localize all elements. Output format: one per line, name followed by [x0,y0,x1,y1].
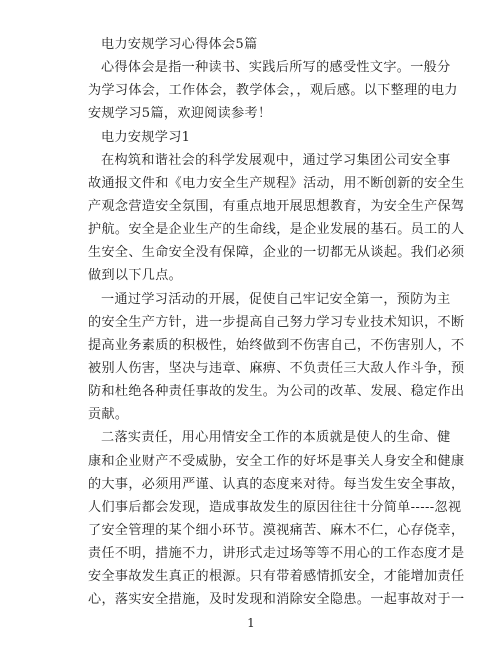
paragraph-3-line: 安全事故发生真正的根源。只有带着感情抓安全，才能增加责任 [88,569,465,585]
paragraph-1-line: 故通报文件和《电力安全生产规程》活动，用不断创新的安全生 [88,175,465,191]
intro-line: 心得体会是指一种读书、实践后所写的感受性文字。一般分 [101,60,451,76]
paragraph-3-line: 康和企业财产不受威胁，安全工作的好坏是事关人身安全和健康 [88,453,465,469]
paragraph-3-line: 责任不明，措施不力，讲形式走过场等等不用心的工作态度才是 [88,546,465,562]
paragraph-3-line: 了安全管理的某个细小环节。漠视痛苦、麻木不仁，心存侥幸， [88,522,465,538]
paragraph-2-line: 被别人伤害，坚决与违章、麻痹、不负责任三大敌人作斗争，预 [88,360,465,376]
paragraph-2-line: 的安全生产方针，进一步提高自己努力学习专业技术知识，不断 [88,314,465,330]
document-title: 电力安规学习心得体会5篇 [101,37,258,52]
section-heading: 电力安规学习1 [101,129,191,145]
paragraph-3-line: 人们事后都会发现，造成事故发生的原因往往十分简单-----忽视 [88,499,462,515]
paragraph-1-line: 护航。安全是企业生产的生命线，是企业发展的基石。员工的人 [88,222,465,238]
paragraph-2-line: 防和杜绝各种责任事故的发生。为公司的改革、发展、稳定作出 [88,384,465,400]
paragraph-1-line: 产观念营造安全氛围，有重点地开展思想教育，为安全生产保驾 [88,198,465,214]
paragraph-2-line: 贡献。 [88,407,129,423]
intro-line: 为学习体会，工作体会，教学体会，，观后感。以下整理的电力 [88,83,458,99]
paragraph-2-line: 提高业务素质的积极性，始终做到不伤害自己，不伤害别人，不 [88,337,465,353]
intro-line: 安规学习5篇，欢迎阅读参考！ [88,106,272,122]
paragraph-1-line: 做到以下几点。 [88,268,183,284]
paragraph-1-line: 生安全、生命安全没有保障，企业的一切都无从谈起。我们必须 [88,245,465,261]
paragraph-3-line: 的大事，必须用严谨、认真的态度来对待。每当发生安全事故， [88,476,465,492]
paragraph-3-line: 二落实责任，用心用情安全工作的本质就是使人的生命、健 [101,430,451,446]
paragraph-1-line: 在构筑和谐社会的科学发展观中，通过学习集团公司安全事 [101,152,451,168]
document-body [88,33,465,612]
paragraph-3-line: 心，落实安全措施，及时发现和消除安全隐患。一起事故对于一 [88,592,465,608]
page-number: 1 [247,616,255,630]
paragraph-2-line: 一通过学习活动的开展，促使自己牢记安全第一，预防为主 [101,291,451,307]
